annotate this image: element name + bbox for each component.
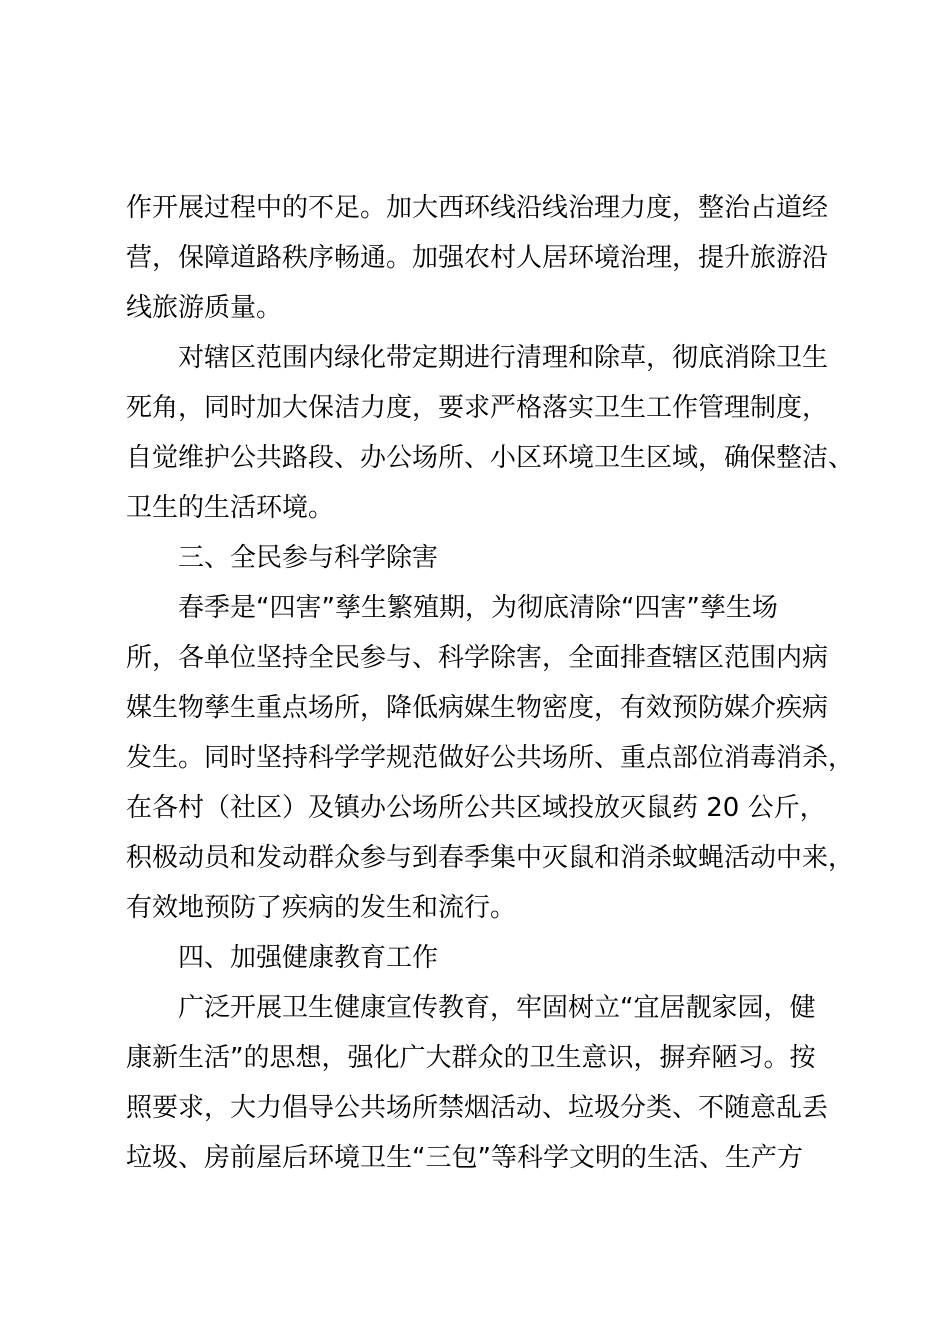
text-line: 康新生活”的思想，强化广大群众的卫生意识，摒弃陋习。按 — [126, 1043, 816, 1073]
text-line: 死角，同时加大保洁力度，要求严格落实卫生工作管理制度， — [126, 393, 829, 423]
text-line: 卫生的生活环境。 — [126, 493, 335, 523]
text-line: 垃圾、房前屋后环境卫生“三包”等科学文明的生活、生产方 — [126, 1143, 803, 1173]
document-body — [126, 183, 859, 1183]
text-line: 发生。同时坚持科学学规范做好公共场所、重点部位消毒消杀， — [126, 743, 855, 773]
text-line: 作开展过程中的不足。加大西环线沿线治理力度，整治占道经 — [126, 193, 829, 223]
section-heading: 三、全民参与科学除害 — [178, 543, 439, 573]
paragraph-start-line: 对辖区范围内绿化带定期进行清理和除草，彻底消除卫生 — [178, 343, 829, 373]
section-heading: 四、加强健康教育工作 — [178, 943, 439, 973]
text-line: 营，保障道路秩序畅通。加强农村人居环境治理，提升旅游沿 — [126, 243, 829, 273]
text-line: 媒生物孳生重点场所，降低病媒生物密度，有效预防媒介疾病 — [126, 693, 829, 723]
paragraph-start-line: 春季是“四害”孳生繁殖期，为彻底清除“四害”孳生场 — [178, 593, 778, 623]
paragraph-start-line: 广泛开展卫生健康宣传教育，牢固树立“宜居靓家园，健 — [178, 993, 816, 1023]
text-line: 有效地预防了疾病的发生和流行。 — [126, 893, 517, 923]
text-line: 积极动员和发动群众参与到春季集中灭鼠和消杀蚊蝇活动中来， — [126, 843, 855, 873]
text-line: 自觉维护公共路段、办公场所、小区环境卫生区域，确保整洁、 — [126, 443, 855, 473]
text-line: 在各村（社区）及镇办公场所公共区域投放灭鼠药 20 公斤， — [126, 793, 826, 823]
text-line: 所，各单位坚持全民参与、科学除害，全面排查辖区范围内病 — [126, 643, 829, 673]
text-line: 照要求，大力倡导公共场所禁烟活动、垃圾分类、不随意乱丢 — [126, 1093, 829, 1123]
text-line: 线旅游质量。 — [126, 293, 283, 323]
